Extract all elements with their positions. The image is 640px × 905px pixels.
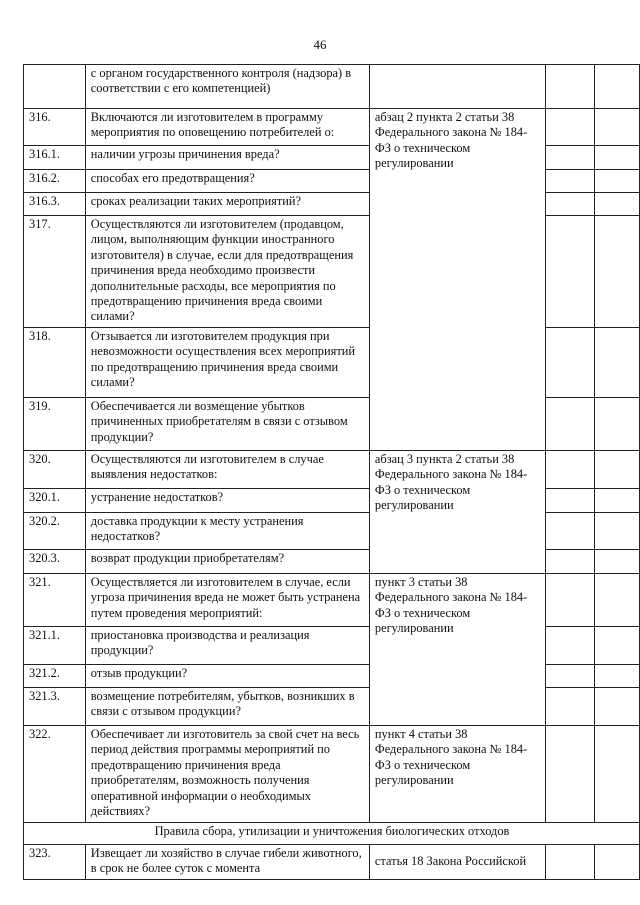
question-text: Обеспечивается ли возмещение убытков причиненных приобретателям в связи с отзывом продукции? (85, 398, 369, 451)
answer-cell (545, 216, 595, 328)
table-row (24, 627, 640, 665)
item-number: 323. (24, 845, 86, 880)
table-row (24, 688, 640, 726)
table-row (24, 65, 640, 109)
answer-cell (545, 726, 595, 823)
item-number: 321.1. (24, 627, 86, 665)
item-number: 320. (24, 451, 86, 489)
note-cell (595, 550, 640, 574)
item-number: 316.2. (24, 170, 86, 193)
question-text: устранение недостатков? (85, 489, 369, 513)
question-text: способах его предотвращения? (85, 170, 369, 193)
answer-cell (545, 665, 595, 688)
table-row (24, 170, 640, 193)
answer-cell (545, 489, 595, 513)
item-number: 321. (24, 574, 86, 627)
question-text: сроках реализации таких мероприятий? (85, 193, 369, 216)
table-row (24, 489, 640, 513)
note-cell (595, 65, 640, 109)
table-row (24, 216, 640, 328)
note-cell (595, 109, 640, 146)
table-row (24, 550, 640, 574)
note-cell (595, 451, 640, 489)
table-row (24, 109, 640, 146)
legal-reference: абзац 2 пункта 2 статьи 38 Федерального закона № 184-ФЗ о техническом регулировании (369, 109, 545, 451)
item-number: 316. (24, 109, 86, 146)
item-number (24, 65, 86, 109)
item-number: 319. (24, 398, 86, 451)
question-text: возмещение потребителям, убытков, возникших в связи с отзывом продукции? (85, 688, 369, 726)
table-row (24, 193, 640, 216)
answer-cell (545, 170, 595, 193)
table-row (24, 146, 640, 170)
item-number: 318. (24, 328, 86, 398)
question-text: приостановка производства и реализация продукции? (85, 627, 369, 665)
note-cell (595, 398, 640, 451)
answer-cell (545, 574, 595, 627)
note-cell (595, 216, 640, 328)
answer-cell (545, 65, 595, 109)
item-number: 321.3. (24, 688, 86, 726)
page-number: 46 (313, 37, 327, 52)
section-heading: Правила сбора, утилизации и уничтожения биологических отходов (24, 823, 640, 845)
question-text: Осуществляются ли изготовителем в случае выявления недостатков: (85, 451, 369, 489)
question-text: доставка продукции к месту устранения недостатков? (85, 513, 369, 550)
legal-reference (369, 845, 545, 880)
note-cell (595, 328, 640, 398)
question-text: Осуществляются ли изготовителем (продавцом, лицом, выполняющим функции иностранного изготовителя) в случае, если для предотвращения причинения вреда необходимо произвести дополнительные расходы, все мероприятия по предотвращению причинения вреда своими силами? (85, 216, 369, 328)
table-row (24, 726, 640, 823)
item-number: 317. (24, 216, 86, 328)
legal-reference: пункт 3 статьи 38 Федерального закона № 184-ФЗ о техническом регулировании (369, 574, 545, 726)
table-row (24, 513, 640, 550)
legal-reference: абзац 3 пункта 2 статьи 38 Федерального закона № 184-ФЗ о техническом регулировании (369, 451, 545, 574)
note-cell (595, 146, 640, 170)
legal-reference-text: статья 18 Закона Российской (374, 853, 527, 868)
table-row (24, 451, 640, 489)
answer-cell (545, 193, 595, 216)
answer-cell (545, 845, 595, 880)
item-number: 321.2. (24, 665, 86, 688)
question-text: Осуществляется ли изготовителем в случае, если угроза причинения вреда не может быть устранена путем проведения мероприятий: (85, 574, 369, 627)
table-row (24, 845, 640, 880)
note-cell (595, 170, 640, 193)
question-text: Извещает ли хозяйство в случае гибели животного, в срок не более суток с момента (85, 845, 369, 880)
table-row (24, 328, 640, 398)
item-number: 316.3. (24, 193, 86, 216)
question-text: отзыв продукции? (85, 665, 369, 688)
item-number: 322. (24, 726, 86, 823)
question-text: Отзывается ли изготовителем продукция при невозможности осуществления всех мероприятий по предотвращению причинения вреда своими силами? (85, 328, 369, 398)
answer-cell (545, 627, 595, 665)
note-cell (595, 665, 640, 688)
legal-reference (369, 65, 545, 109)
answer-cell (545, 328, 595, 398)
note-cell (595, 845, 640, 880)
item-number: 320.3. (24, 550, 86, 574)
item-number: 316.1. (24, 146, 86, 170)
answer-cell (545, 550, 595, 574)
note-cell (595, 627, 640, 665)
item-number: 320.2. (24, 513, 86, 550)
answer-cell (545, 513, 595, 550)
note-cell (595, 513, 640, 550)
question-text: с органом государственного контроля (надзора) в соответствии с его компетенцией) (85, 65, 369, 109)
answer-cell (545, 109, 595, 146)
answer-cell (545, 146, 595, 170)
table-row (24, 398, 640, 451)
checklist-table (23, 64, 640, 880)
note-cell (595, 726, 640, 823)
question-text: Включаются ли изготовителем в программу мероприятия по оповещению потребителей о: (85, 109, 369, 146)
answer-cell (545, 688, 595, 726)
question-text: наличии угрозы причинения вреда? (85, 146, 369, 170)
table-row (24, 574, 640, 627)
answer-cell (545, 451, 595, 489)
note-cell (595, 193, 640, 216)
answer-cell (545, 398, 595, 451)
legal-reference: пункт 4 статьи 38 Федерального закона № 184-ФЗ о техническом регулировании (369, 726, 545, 823)
table-row (24, 665, 640, 688)
note-cell (595, 574, 640, 627)
item-number: 320.1. (24, 489, 86, 513)
note-cell (595, 489, 640, 513)
note-cell (595, 688, 640, 726)
question-text: возврат продукции приобретателям? (85, 550, 369, 574)
section-heading-row (24, 823, 640, 845)
question-text: Обеспечивает ли изготовитель за свой счет на весь период действия программы мероприятий по предотвращению причинения вреда приобретателям, возможность получения оперативной информации о необходимых действиях? (85, 726, 369, 823)
